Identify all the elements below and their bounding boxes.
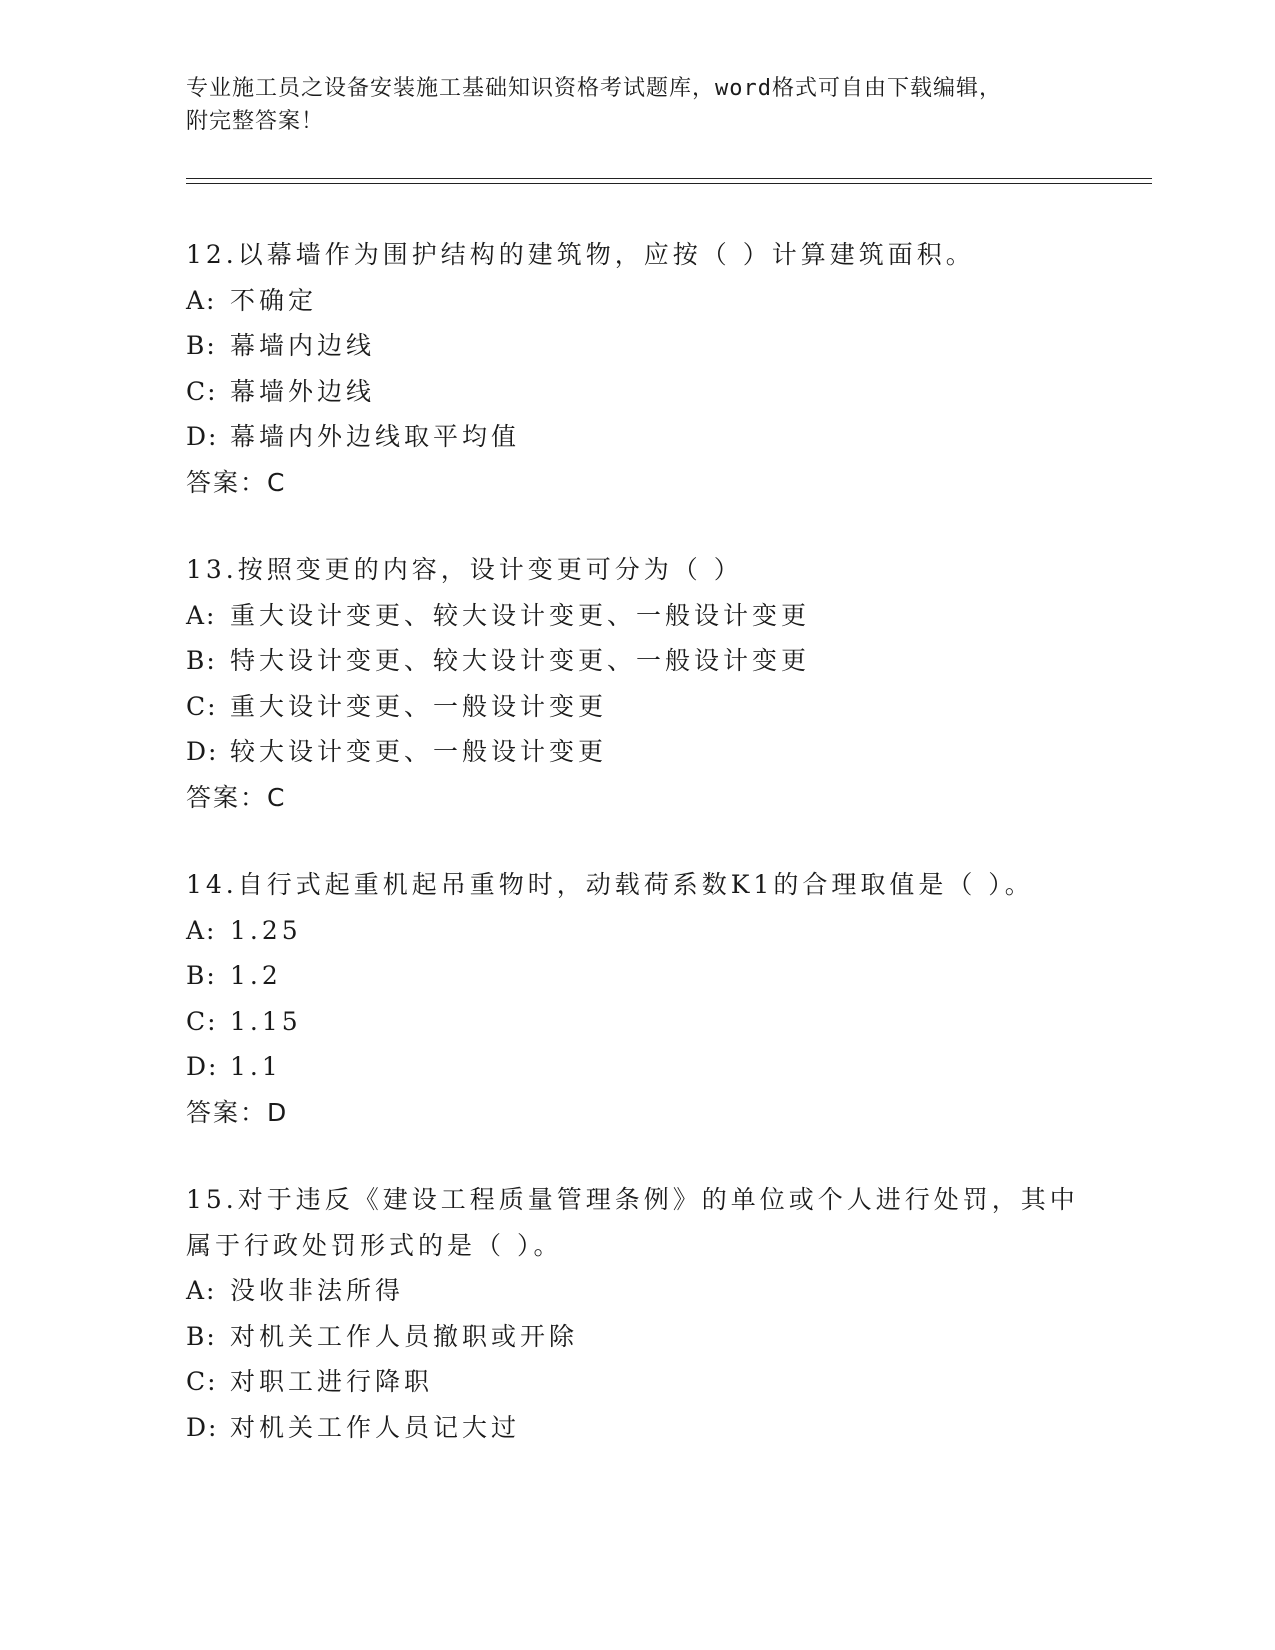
option-letter: C: (186, 376, 218, 406)
option-text: 较大设计变更、一般设计变更 (230, 737, 608, 766)
question-stem: 12.以幕墙作为围护结构的建筑物，应按（ ）计算建筑面积。 (186, 240, 975, 269)
option-letter: D: (186, 737, 219, 766)
header-divider-top (186, 178, 1152, 179)
option-item (186, 323, 1146, 369)
question-list (186, 232, 1146, 1492)
answer-line: 答案：D (186, 1097, 289, 1127)
option-text: 幕墙内边线 (230, 331, 376, 360)
question-block (186, 547, 1146, 820)
option-item (186, 729, 1146, 775)
option-letter: A: (186, 600, 217, 630)
option-letter: B: (186, 646, 217, 675)
option-item (186, 1044, 1146, 1090)
option-letter: C: (186, 691, 218, 721)
question-stem: 15.对于违反《建设工程质量管理条例》的单位或个人进行处罚，其中 (186, 1185, 1079, 1214)
option-letter: A: (186, 1276, 217, 1305)
option-item (186, 1405, 1146, 1451)
option-item (186, 369, 1146, 415)
option-text: 特大设计变更、较大设计变更、一般设计变更 (230, 646, 811, 675)
question-block (186, 1177, 1146, 1450)
option-item (186, 414, 1146, 460)
option-text: 对机关工作人员记大过 (230, 1412, 521, 1442)
option-item (186, 953, 1146, 999)
option-text: 不确定 (230, 285, 318, 315)
option-letter: B: (186, 331, 217, 360)
header-line-1: 专业施工员之设备安装施工基础知识资格考试题库，word格式可自由下载编辑， (186, 76, 1002, 101)
option-letter: C: (186, 1006, 218, 1036)
option-item (186, 999, 1146, 1045)
option-text: 1.25 (230, 915, 302, 945)
option-text: 重大设计变更、一般设计变更 (230, 691, 608, 721)
answer-line: 答案：C (186, 782, 287, 812)
question-stem: 属于行政处罚形式的是（ ）。 (186, 1230, 563, 1260)
document-header (186, 72, 1086, 138)
option-item (186, 638, 1146, 684)
option-item (186, 1268, 1146, 1314)
option-text: 对机关工作人员撤职或开除 (230, 1321, 579, 1351)
answer-line: 答案：C (186, 467, 287, 497)
option-text: 1.2 (230, 961, 282, 990)
option-letter: A: (186, 285, 217, 315)
option-item (186, 1359, 1146, 1405)
option-letter: C: (186, 1367, 218, 1396)
option-text: 1.15 (230, 1006, 302, 1036)
option-letter: D: (186, 422, 219, 451)
option-letter: D: (186, 1052, 219, 1081)
header-divider-bottom (186, 183, 1152, 184)
option-item (186, 1314, 1146, 1360)
option-text: 幕墙外边线 (230, 376, 376, 406)
option-text: 对职工进行降职 (230, 1367, 434, 1396)
option-text: 幕墙内外边线取平均值 (230, 422, 521, 451)
option-item (186, 684, 1146, 730)
option-text: 重大设计变更、较大设计变更、一般设计变更 (230, 600, 811, 630)
question-block (186, 862, 1146, 1135)
option-letter: A: (186, 915, 217, 945)
option-letter: B: (186, 1321, 217, 1351)
question-block (186, 232, 1146, 505)
header-line-2: 附完整答案！ (186, 109, 325, 134)
option-text: 1.1 (230, 1052, 282, 1081)
question-stem: 14.自行式起重机起吊重物时，动载荷系数K1的合理取值是（ ）。 (186, 870, 1034, 899)
option-item (186, 278, 1146, 324)
option-text: 没收非法所得 (230, 1276, 405, 1305)
option-letter: B: (186, 961, 217, 990)
question-stem: 13.按照变更的内容，设计变更可分为（ ） (186, 555, 743, 584)
option-item (186, 908, 1146, 954)
option-item (186, 593, 1146, 639)
option-letter: D: (186, 1412, 219, 1442)
